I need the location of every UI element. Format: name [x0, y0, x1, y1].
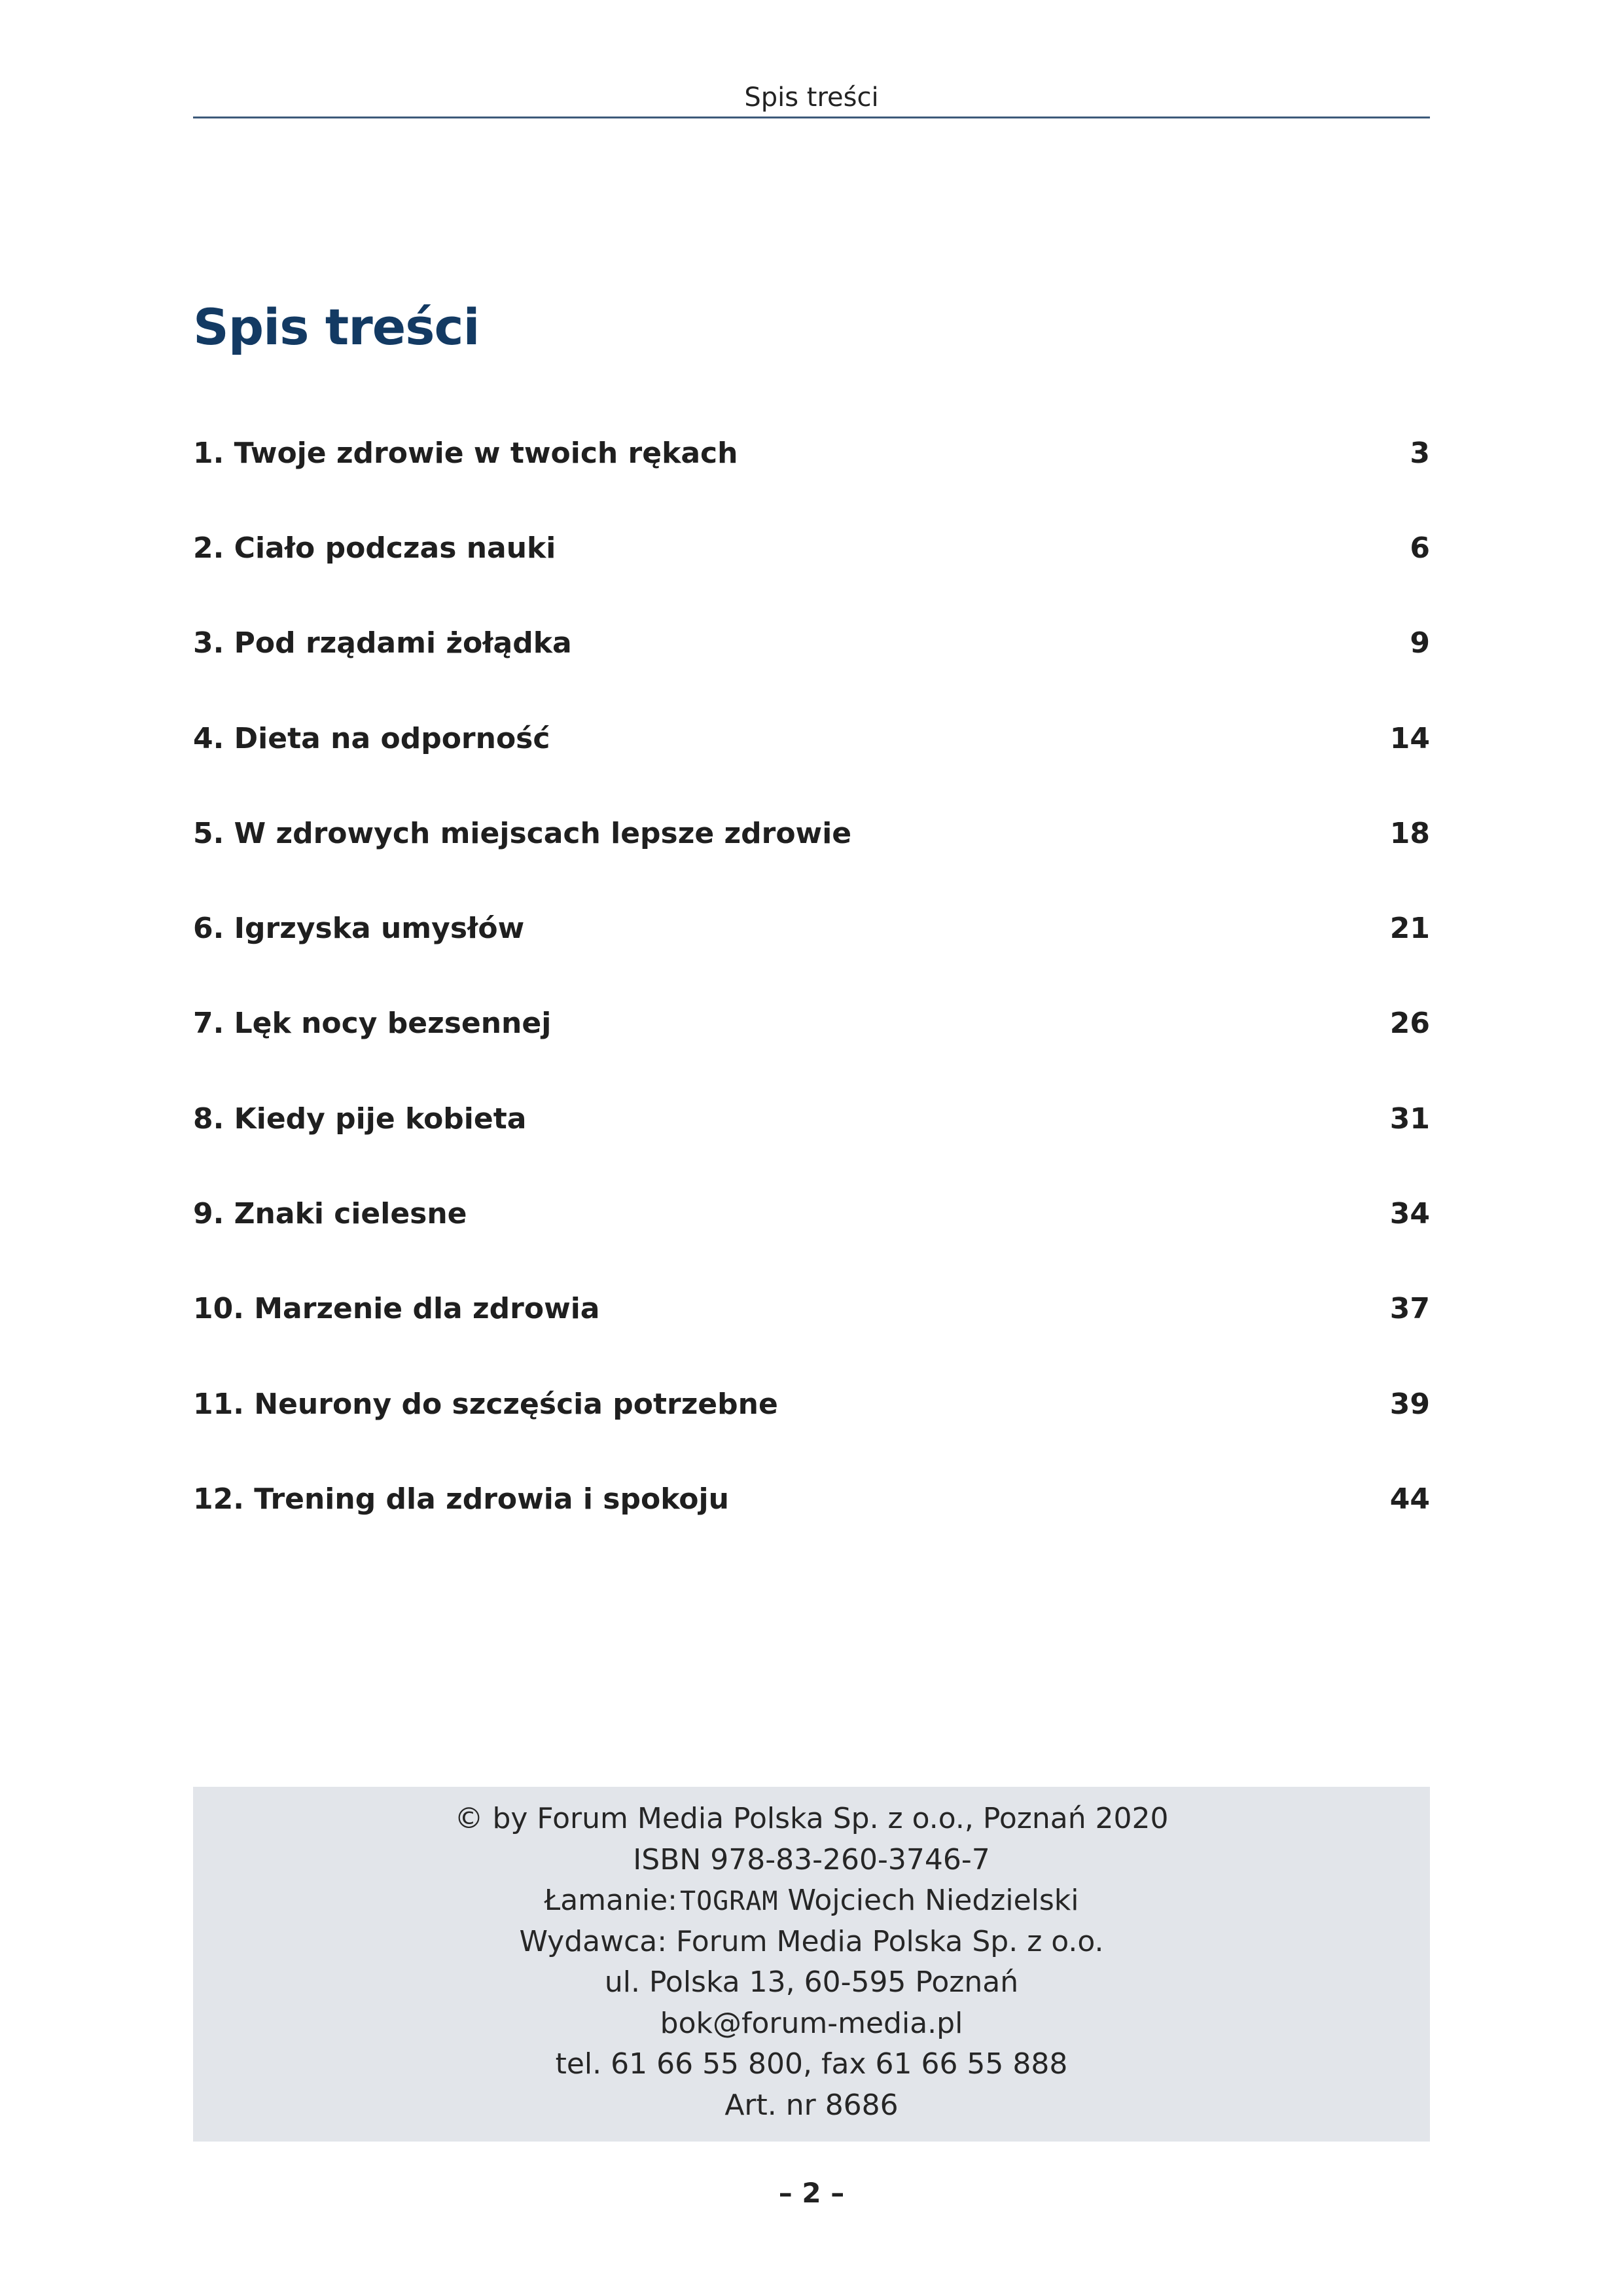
imprint-typesetting-label: Łamanie:: [544, 1884, 677, 1917]
toc-entry-page-number: 9: [1410, 626, 1430, 660]
running-header: Spis treści: [744, 82, 879, 113]
toc-entry[interactable]: [193, 406, 1430, 501]
toc-entry[interactable]: [193, 1262, 1430, 1357]
toc-entry-page-number: 37: [1389, 1292, 1430, 1326]
imprint-isbn: ISBN 978-83-260-3746-7: [633, 1842, 990, 1876]
toc-entry[interactable]: [193, 691, 1430, 786]
toc-entry-label: 6. Igrzyska umysłów: [193, 912, 525, 946]
toc-entry[interactable]: [193, 977, 1430, 1071]
imprint-phone: tel. 61 66 55 800, fax 61 66 55 888: [555, 2047, 1068, 2081]
typesetter-logo: TOGRAM: [680, 1886, 779, 1916]
toc-entry-label: 4. Dieta na odporność: [193, 721, 550, 755]
imprint-address: ul. Polska 13, 60-595 Poznań: [604, 1965, 1019, 1999]
toc-entry-label: 7. Lęk nocy bezsennej: [193, 1007, 552, 1041]
header-rule: [193, 117, 1430, 118]
toc-entry-label: 1. Twoje zdrowie w twoich rękach: [193, 436, 738, 470]
toc-entry[interactable]: [193, 1357, 1430, 1452]
toc-entry-page-number: 26: [1389, 1007, 1430, 1041]
toc-title: Spis treści: [193, 298, 480, 356]
toc-entry-page-number: 3: [1410, 436, 1430, 470]
toc-entry-label: 9. Znaki cielesne: [193, 1197, 467, 1231]
toc-entry-label: 12. Trening dla zdrowia i spokoju: [193, 1482, 729, 1516]
toc-entry[interactable]: [193, 596, 1430, 691]
toc-entry-label: 8. Kiedy pije kobieta: [193, 1102, 527, 1136]
toc-entry[interactable]: [193, 786, 1430, 881]
toc-entry-label: 3. Pod rządami żołądka: [193, 626, 572, 660]
toc-entry-page-number: 14: [1389, 721, 1430, 755]
toc-entry-page-number: 39: [1389, 1387, 1430, 1421]
toc-entry[interactable]: [193, 1452, 1430, 1547]
toc-entry-page-number: 6: [1410, 531, 1430, 565]
toc-entry-label: 5. W zdrowych miejscach lepsze zdrowie: [193, 816, 852, 850]
imprint-typesetting: [193, 1880, 1430, 1922]
imprint-publisher: Wydawca: Forum Media Polska Sp. z o.o.: [519, 1924, 1104, 1958]
toc-entry-page-number: 34: [1389, 1197, 1430, 1231]
toc-entry[interactable]: [193, 1071, 1430, 1166]
imprint-article-number: Art. nr 8686: [724, 2088, 899, 2122]
toc-entry[interactable]: [193, 1166, 1430, 1261]
imprint-email-link[interactable]: bok@forum-media.pl: [660, 2006, 963, 2040]
toc-entry-page-number: 44: [1389, 1482, 1430, 1516]
toc-entry-label: 10. Marzenie dla zdrowia: [193, 1292, 600, 1326]
toc-entry-label: 11. Neurony do szczęścia potrzebne: [193, 1387, 778, 1421]
toc-entry[interactable]: [193, 501, 1430, 596]
page-number: – 2 –: [778, 2177, 845, 2209]
toc-entry-page-number: 21: [1389, 912, 1430, 946]
toc-entry-page-number: 18: [1389, 816, 1430, 850]
toc-list: [193, 406, 1430, 1547]
imprint-typesetting-name: Wojciech Niedzielski: [787, 1884, 1079, 1917]
toc-entry[interactable]: [193, 881, 1430, 976]
toc-entry-label: 2. Ciało podczas nauki: [193, 531, 556, 565]
imprint-box: [193, 1787, 1430, 2142]
imprint-lines: [193, 1787, 1430, 2126]
toc-entry-page-number: 31: [1389, 1102, 1430, 1136]
imprint-copyright: © by Forum Media Polska Sp. z o.o., Poznań 2020: [454, 1802, 1169, 1835]
